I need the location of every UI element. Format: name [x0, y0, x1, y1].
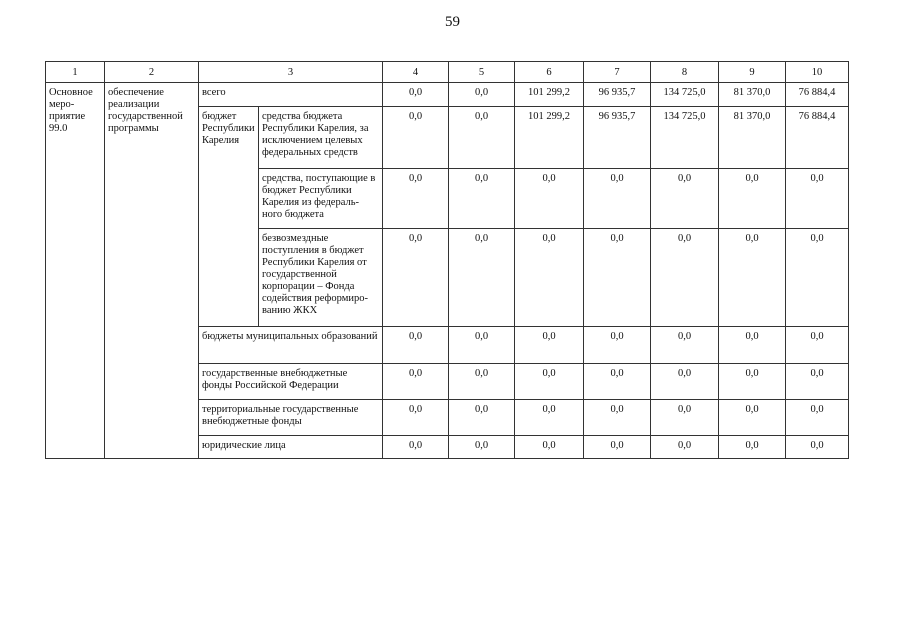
value-cell: 0,0 [383, 400, 449, 436]
row-label: государственные внебюджетные фонды Российской Федерации [199, 364, 383, 400]
value-cell: 0,0 [383, 436, 449, 459]
financing-table [45, 61, 849, 459]
value-cell: 0,0 [584, 327, 651, 364]
header-cell: 4 [383, 62, 449, 83]
value-cell: 0,0 [449, 327, 515, 364]
purpose-cell: обеспечение реализации государственной программы [105, 83, 199, 459]
header-cell: 3 [199, 62, 383, 83]
value-cell: 0,0 [515, 327, 584, 364]
value-cell: 0,0 [515, 400, 584, 436]
value-cell: 81 370,0 [719, 107, 786, 169]
value-cell: 0,0 [515, 169, 584, 229]
row-label: средства бюджета Республики Карелия, за исключением целевых федеральных средств [259, 107, 383, 169]
value-cell: 0,0 [719, 436, 786, 459]
value-cell: 0,0 [651, 400, 719, 436]
budget-group-cell: бюджет Республики Карелия [199, 107, 259, 327]
value-cell: 0,0 [515, 364, 584, 400]
value-cell: 0,0 [719, 229, 786, 327]
value-cell: 0,0 [786, 436, 849, 459]
value-cell: 0,0 [651, 436, 719, 459]
value-cell: 0,0 [786, 229, 849, 327]
value-cell: 0,0 [584, 229, 651, 327]
value-cell: 0,0 [584, 169, 651, 229]
value-cell: 96 935,7 [584, 107, 651, 169]
value-cell: 0,0 [449, 107, 515, 169]
row-label: средства, поступающие в бюджет Республики Карелия из федераль-ного бюджета [259, 169, 383, 229]
value-cell: 0,0 [651, 229, 719, 327]
value-cell: 76 884,4 [786, 107, 849, 169]
value-cell: 0,0 [383, 229, 449, 327]
value-cell: 0,0 [449, 400, 515, 436]
header-cell: 5 [449, 62, 515, 83]
value-cell: 0,0 [584, 364, 651, 400]
value-cell: 0,0 [719, 327, 786, 364]
header-row [46, 62, 849, 83]
value-cell: 0,0 [383, 327, 449, 364]
value-cell: 0,0 [651, 169, 719, 229]
header-cell: 2 [105, 62, 199, 83]
header-cell: 8 [651, 62, 719, 83]
value-cell: 0,0 [449, 169, 515, 229]
value-cell: 0,0 [515, 436, 584, 459]
page-number: 59 [445, 14, 460, 30]
header-cell: 1 [46, 62, 105, 83]
value-cell: 0,0 [786, 364, 849, 400]
value-cell: 134 725,0 [651, 107, 719, 169]
value-cell: 0,0 [584, 400, 651, 436]
value-cell: 0,0 [383, 107, 449, 169]
value-cell: 0,0 [719, 169, 786, 229]
value-cell: 76 884,4 [786, 83, 849, 107]
row-label: юридические лица [199, 436, 383, 459]
header-cell: 7 [584, 62, 651, 83]
value-cell: 0,0 [383, 364, 449, 400]
value-cell: 101 299,2 [515, 83, 584, 107]
value-cell: 134 725,0 [651, 83, 719, 107]
header-cell: 10 [786, 62, 849, 83]
value-cell: 0,0 [651, 327, 719, 364]
value-cell: 0,0 [786, 327, 849, 364]
value-cell: 0,0 [449, 436, 515, 459]
row-label: безвозмездные поступления в бюджет Республики Карелия от государственной корпорации – Фонда содействия реформиро-ванию ЖКХ [259, 229, 383, 327]
value-cell: 0,0 [651, 364, 719, 400]
row-label: всего [199, 83, 383, 107]
value-cell: 0,0 [449, 364, 515, 400]
value-cell: 0,0 [515, 229, 584, 327]
value-cell: 0,0 [719, 400, 786, 436]
value-cell: 0,0 [786, 169, 849, 229]
header-cell: 6 [515, 62, 584, 83]
table-row [46, 83, 849, 107]
value-cell: 0,0 [449, 229, 515, 327]
value-cell: 0,0 [383, 169, 449, 229]
row-label: территориальные государственные внебюджетные фонды [199, 400, 383, 436]
row-label: бюджеты муниципальных образований [199, 327, 383, 364]
value-cell: 0,0 [584, 436, 651, 459]
value-cell: 101 299,2 [515, 107, 584, 169]
value-cell: 0,0 [786, 400, 849, 436]
header-cell: 9 [719, 62, 786, 83]
value-cell: 0,0 [449, 83, 515, 107]
value-cell: 96 935,7 [584, 83, 651, 107]
value-cell: 0,0 [383, 83, 449, 107]
value-cell: 0,0 [719, 364, 786, 400]
value-cell: 81 370,0 [719, 83, 786, 107]
activity-cell: Основное меро-приятие 99.0 [46, 83, 105, 459]
